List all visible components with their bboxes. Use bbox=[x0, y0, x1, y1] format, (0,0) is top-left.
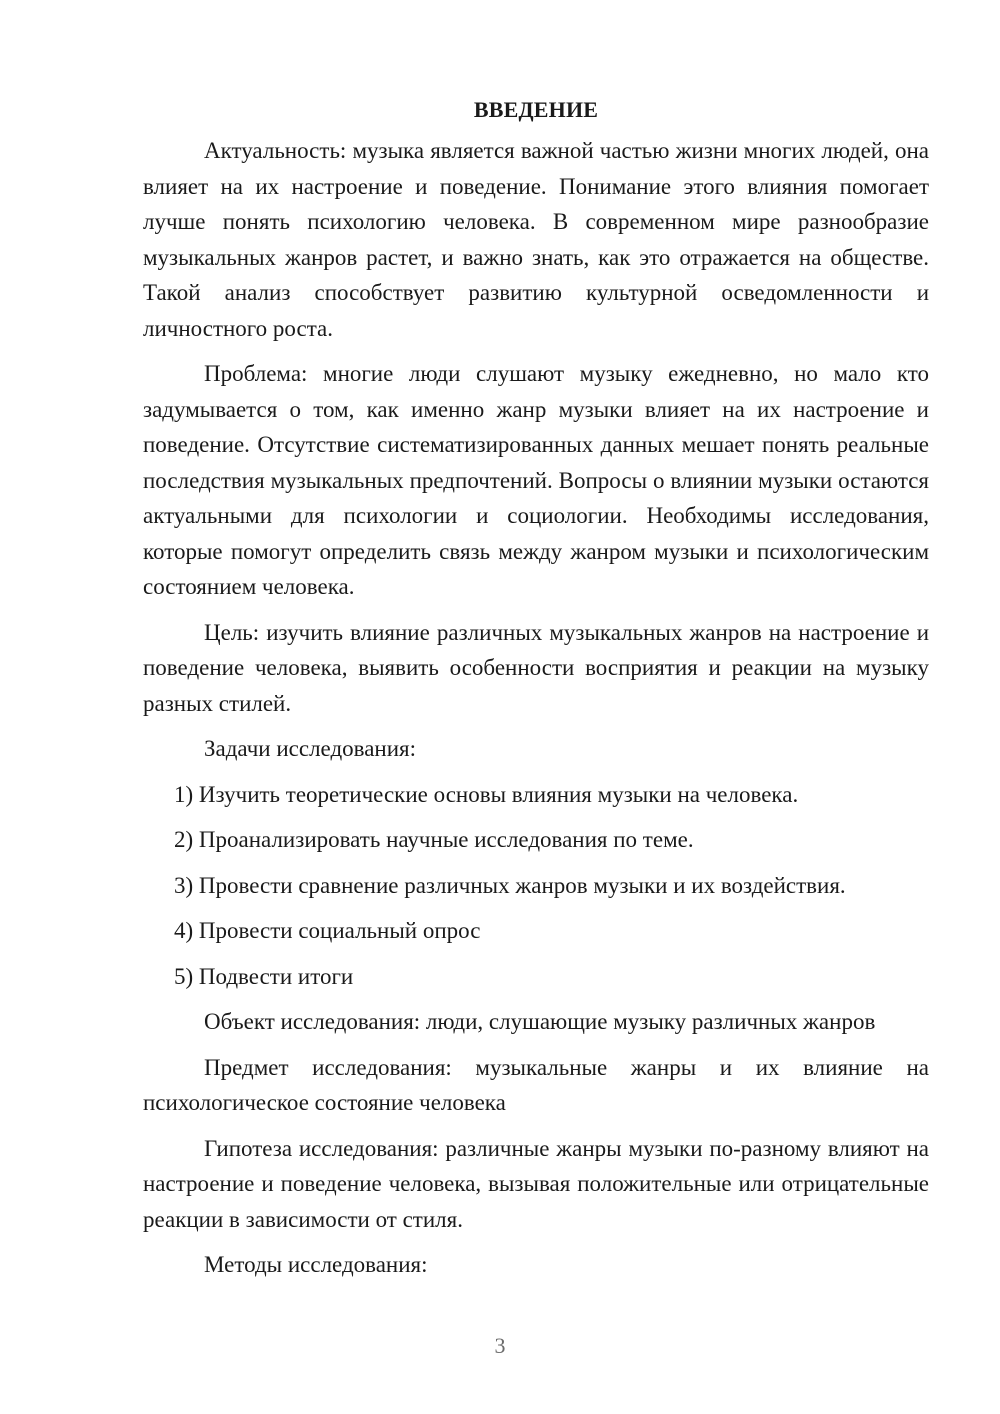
tasks-title: Задачи исследования: bbox=[204, 736, 417, 761]
problem-paragraph: Проблема: многие люди слушают музыку ежедневно, но мало кто задумывается о том, как именно жанр музыки влияет на их настроение и поведение. Отсутствие систематизированных данных мешает понять реальные последствия музыкальных предпочтений. Вопросы о влиянии музыки остаются актуальными для психологии и социологии. Необходимы исследования, которые помогут определить связь между жанром музыки и психологическим состоянием человека. bbox=[143, 361, 929, 599]
relevance-paragraph: Актуальность: музыка является важной частью жизни многих людей, она влияет на их настроение и поведение. Понимание этого влияния помогает лучше понять психологию человека. В современном мире разнообразие музыкальных жанров растет, и важно знать, как это отражается на обществе. Такой анализ способствует развитию культурной осведомленности и личностного роста. bbox=[143, 138, 929, 341]
methods-title: Методы исследования: bbox=[204, 1252, 428, 1277]
page-number: 3 bbox=[494, 1333, 506, 1358]
page-content bbox=[143, 95, 929, 1293]
list-item: 4) Провести социальный опрос bbox=[174, 918, 481, 943]
tasks-list bbox=[143, 777, 929, 995]
hypothesis-paragraph: Гипотеза исследования: различные жанры музыки по-разному влияют на настроение и поведение человека, вызывая положительные или отрицательные реакции в зависимости от стиля. bbox=[143, 1135, 929, 1232]
object-paragraph: Объект исследования: люди, слушающие музыку различных жанров bbox=[204, 1009, 876, 1034]
subject-paragraph: Предмет исследования: музыкальные жанры и их влияние на психологическое состояние человека bbox=[143, 1054, 929, 1115]
list-item: 5) Подвести итоги bbox=[174, 963, 354, 989]
section-heading: ВВЕДЕНИЕ bbox=[473, 97, 599, 122]
list-item: 3) Провести сравнение различных жанров музыки и их воздействия. bbox=[174, 872, 846, 898]
goal-paragraph: Цель: изучить влияние различных музыкальных жанров на настроение и поведение человека, выявить особенности восприятия и реакции на музыку разных стилей. bbox=[143, 619, 929, 716]
list-item: 1) Изучить теоретические основы влияния музыки на человека. bbox=[174, 781, 799, 807]
list-item: 2) Проанализировать научные исследования по теме. bbox=[174, 827, 694, 852]
